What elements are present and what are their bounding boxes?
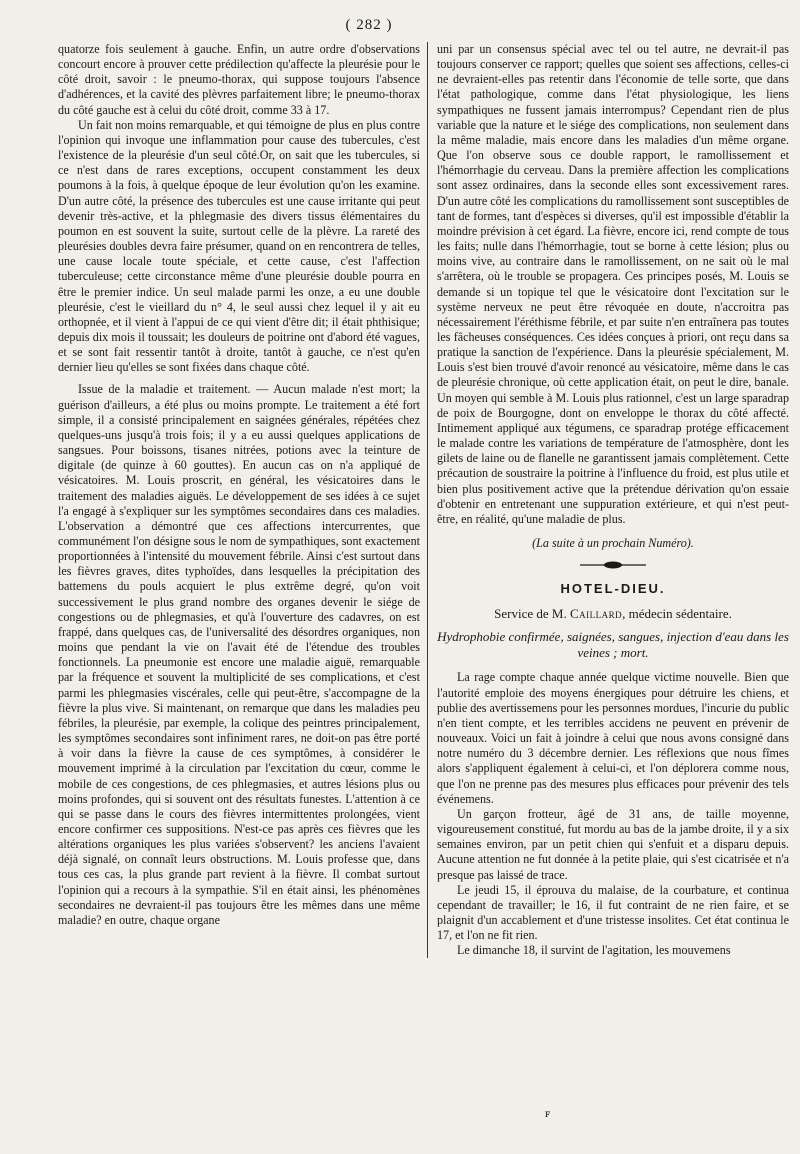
page-number: ( 282 ) (345, 17, 393, 33)
paragraph: Le jeudi 15, il éprouva du malaise, de la courbature, et continua cependant de travailler; le 16, il fut contraint de ne rien faire, et se plaignit d'un accablement et d'une tristesse insolites. Cet état continua le 17, et l'on ne fit rien. (437, 882, 789, 943)
case-title: Hydrophobie confirmée, saignées, sangues, injection d'eau dans les veines ; mort. (437, 629, 789, 661)
paragraph: Issue de la maladie et traitement. — Aucun malade n'est mort; la guérison d'ailleurs, a été plus ou moins prompte. Le traitement a été fort simple, il a consisté principalement en saignées générales, répétées chez quelques-uns jusqu'à trois fois; il y a eu aussi quelques applications de sangsues. Pour boissons, tisanes nitrées, potions avec la teinture de digitale (de quinze à 60 gouttes). En aucun cas on n'a appliqué de vésicatoires. M. Louis proscrit, en général, les vésicatoires dans le traitement des maladies aiguës. Le développement de ses idées à ce sujet l'a engagé à s'expliquer sur les symptômes secondaires dans ces maladies. L'observation a démontré que ces affections intercurrentes, que communément l'on désigne sous le nom de sympathiques, sont exactement proportionnées à l'intensité du mouvement fébrile. Ainsi c'est surtout dans les fièvres graves, dites typhoïdes, dans lesquelles la précipitation des battemens du pouls acquiert le plus extrême degré, qu'on voit successivement le plus grand nombre des organes devenir le siége de congestions ou de phlegmasies, et qu'à l'ouverture des cadavres, on est frappé, dans quelques cas, de l'universalité des désordres organiques, non moins que pendant la vie on l'avait été de l'étendue des troubles fonctionnels. La pneumonie est encore une maladie aiguë, remarquable par la fréquence et souvent la multiplicité de ses complications, et c'est parmi les phlegmasies viscérales, celle qui peut-être, s'accompagne de la fièvre la plus vive. Si maintenant, on remarque que dans les maladies peu fébriles, la pleurésie, par exemple, la colique des peintres principalement, les symptômes secondaires sont infiniment rares, ne doit-on pas être porté à voir dans la fièvre la cause de ces symptômes, à considérer le mouvement imprimé à la circulation par l'excitation du cœur, comme le mobile de ces congestions, de ces phlegmasies, et autres lésions plus ou moins profondes, qui si souvent ont des résultats funestes. L'attention à ce qui se passe dans le cours des fièvres intermittentes prolongées, vient encore confirmer ces suppositions. N'est-ce pas après ces fièvres que les altérations organiques les plus variées s'observent? les anciens l'avaient déjà signalé, on connaît leurs obstructions. M. Louis professe que, dans tous ces cas, la plus grande part revient à la fièvre. Il combat surtout l'opinion qui a recours à la sympathie. S'il en était ainsi, les phénomènes secondaires ne devraient-il pas toujours être les mêmes dans une même maladie? en outre, chaque organe (58, 382, 420, 927)
service-prefix: Service de M. (494, 606, 567, 622)
paragraph: Un fait non moins remarquable, et qui témoigne de plus en plus contre l'opinion qui invoque une inflammation pour cause des tubercules, c'est l'existence de la pleurésie d'un seul côté.Or, on sait que les tubercules, si ce n'est dans de rares exceptions, occupent constamment les deux poumons à la fois, à quelque époque de leur évolution qu'on les examine. D'un autre côté, la présence des tubercules est une cause irritante qui peut devenir très-active, et la phlegmasie des divers tissus élémentaires du poumon en est souvent la suite, surtout celle de la plèvre. La rareté des pleurésies doubles devra faire présumer, quand on en rencontrera de telles, une cause locale toute spéciale, et cette cause, c'est l'affection tuberculeuse; cette circonstance même d'une pleurésie double pourra en être le premier indice. Un seul malade parmi les onze, a eu une double pleurésie, c'est le vieillard du n° 4, le seul aussi chez lequel il y ait eu orthopnée, et il vient à l'appui de ce qui vient d'être dit; il était phthisique; depuis dix mois il toussait; les douleurs de poitrine ont d'abord été vagues, et se sont fait ressentir tantôt à droite, tantôt à gauche, ce n'est qu'en dernier lieu qu'elles se sont fixées dans chaque côté. (58, 117, 420, 375)
service-suffix: , médecin sédentaire. (622, 606, 732, 622)
ornament-divider (437, 559, 789, 573)
continued-note: (La suite à un prochain Numéro). (532, 536, 694, 550)
physician-name: Caillard (569, 606, 623, 622)
paragraph: La rage compte chaque année quelque victime nouvelle. Bien que l'autorité emploie des moyens énergiques pour détruire les chiens, et publie des avertissemens pour les personnes mordues, l'incurie du public n'en tient compte, et les terribles accidens ne peuvent en prévenir de nouveaux. Voici un fait à joindre à celui que nous avons consigné dans notre numéro du 3 décembre dernier. Les réflexions que nous fîmes alors s'appliquent également à celui-ci, et l'on déplorera comme nous, que l'on ne prenne pas des mesures plus efficaces pour prévenir des tels événemens. (437, 670, 789, 806)
footer-mark: ꜰ (545, 1109, 551, 1120)
paragraph: quatorze fois seulement à gauche. Enfin, un autre ordre d'observations concourt encore à prouver cette prédilection qu'affecte la pleurésie pour le côté droit, savoir : le pneumo-thorax, qui suppose toujours l'absence d'adhérences, et la cavité des plèvres parfaitement libre; le pneumo-thorax du côté gauche est à celui du côté droit, comme 33 à 17. (58, 42, 420, 117)
left-column (58, 42, 427, 958)
paragraph: Un garçon frotteur, âgé de 31 ans, de taille moyenne, vigoureusement constitué, fut mordu au bas de la jambe droite, il y a six semaines environ, par un petit chien qui s'enfuit et a disparu depuis. Aucune attention ne fut donnée à la petite plaie, qui s'est cicatrisée et n'a presque pas laissé de trace. (437, 806, 789, 882)
paragraph: uni par un consensus spécial avec tel ou tel autre, ne devrait-il pas toujours conserver ce rapport; quelles que soient ses affections, celles-ci ne devraient-elles pas retentir dans l'économie de telle sorte, que dans l'état pathologique, comme dans l'état physiologique, les liens sympathiques ne fussent jamais interrompus? Cependant rien de plus variable que la nature et le siége des complications, non seulement dans la même maladie, mais encore dans les maladies d'un même organe. Que l'on observe sous ce double rapport, le ramollissement et l'hémorrhagie du cerveau. Dans la première affection les complications sont assez ordinaires, dans la seconde elles sont excessivement rares. D'un autre côté les complications du ramollissement sont susceptibles de tant de formes, tant d'espèces si diverses, qu'il est impossible d'établir la moindre prévision à cet égard. La fièvre, encore ici, rend compte de tous les faits; nulle dans l'hémorrhagie, tout se borne à cette lésion; plus ou moins vive, au contraire dans le ramollissement, on ne sait où le mal s'arrêtera, où le trouble se propagera. Ces principes posés, M. Louis se demande si un topique tel que le vésicatoire dont l'excitation sur le système nerveux ne peut être révoquée en doute, n'accroitra pas nécessairement l'éréthisme fébrile, et par suite n'en entraînera pas toutes les fâcheuses conséquences. Ces idées conçues à priori, ont reçu dans sa pratique la sanction de l'expérience. Dans la pleurésie spécialement, M. Louis s'est bien trouvé d'avoir renoncé au vésicatoire, même dans le cas de pleurésie chronique, où cette application était, on peut le dire, banale. Un moyen qui semble à M. Louis plus rationnel, c'est un large sparadrap de poix de Bourgogne, dont on enveloppe le thorax du côté affecté. Intimement appliqué aux tégumens, ce sparadrap protége efficacement le malade contre les variations de température de l'atmosphère, dont les gilets de laine ou de flanelle ne garantissent jamais complètement. Cette précaution de soustraire la poitrine à l'influence du froid, est plus utile et bien plus positivement active que la prétendue dérivation qu'on essaie d'obtenir en entretenant une suppuration extérieure, et qui n'est peut-être, en réalité, qu'une maladie de plus. (437, 42, 789, 526)
service-line (437, 606, 789, 621)
right-column (427, 42, 789, 958)
text-columns (58, 42, 790, 958)
paragraph: Le dimanche 18, il survint de l'agitation, les mouvemens (457, 943, 731, 958)
section-heading: HOTEL-DIEU. (560, 581, 666, 597)
